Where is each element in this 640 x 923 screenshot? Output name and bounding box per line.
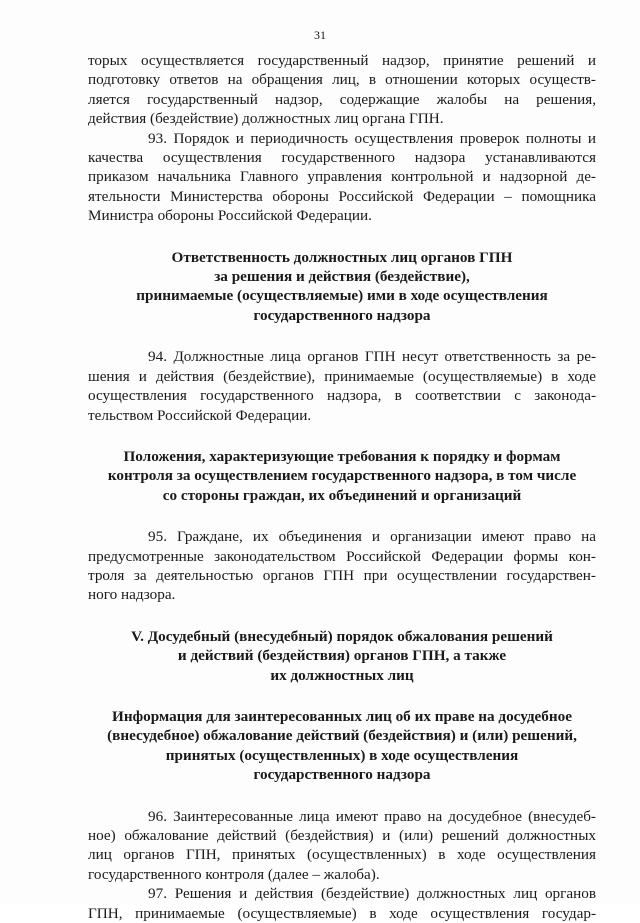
- text-line: торых осуществляется государственный надзор, принятие решений и: [88, 52, 596, 69]
- heading-line: Положения, характеризующие требования к порядку и формам: [123, 447, 561, 465]
- heading-line: государственного надзора: [253, 766, 431, 784]
- heading-provisions: [88, 447, 596, 505]
- paragraph-97: [88, 884, 596, 923]
- text-line: ятельности Министерства обороны Российской Федерации – помощника: [88, 187, 596, 205]
- heading-line: принимаемые (осуществляемые) ими в ходе осуществления: [136, 287, 548, 305]
- paragraph-94: [88, 347, 596, 425]
- text-line: лиц органов ГПН, принятых (осуществленных) в ходе осуществления: [88, 846, 596, 864]
- text-line: предусмотренные законодательством Российской Федерации формы кон-: [88, 547, 596, 565]
- heading-line: со стороны граждан, их объединений и организаций: [162, 486, 522, 504]
- text-line: ного надзора.: [88, 586, 176, 604]
- text-line: качества осуществления государственного надзора устанавливаются: [88, 149, 596, 167]
- heading-section-5: [88, 627, 596, 685]
- text-line: государственного контроля (далее – жалоба).: [88, 865, 380, 883]
- text-line: подготовку ответов на обращения лиц, в отношении которых осуществ-: [88, 71, 596, 89]
- text-line: действия (бездействие) должностных лиц органа ГПН.: [88, 110, 444, 128]
- paragraph-93: [88, 129, 596, 226]
- heading-line: V. Досудебный (внесудебный) порядок обжалования решений: [131, 627, 553, 645]
- text-line: 96. Заинтересованные лица имеют право на досудебное (внесудеб-: [148, 807, 596, 825]
- text-line: приказом начальника Главного управления контрольной и надзорной де-: [88, 168, 596, 186]
- paragraph-intro: [88, 51, 596, 129]
- heading-line: их должностных лиц: [270, 666, 414, 684]
- text-line: 93. Порядок и периодичность осуществления проверок полноты и: [148, 129, 596, 147]
- heading-line: Информация для заинтересованных лиц об их праве на досудебное: [112, 707, 572, 725]
- text-line: ГПН, принимаемые (осуществляемые) в ходе осуществления государ-: [88, 904, 596, 922]
- heading-line: (внесудебное) обжалование действий (бездействия) и (или) решений,: [107, 727, 577, 745]
- text-line: 94. Должностные лица органов ГПН несут ответственность за ре-: [148, 348, 596, 366]
- text-line: тельством Российской Федерации.: [88, 406, 312, 424]
- paragraph-96: [88, 807, 596, 885]
- document-body: [88, 51, 596, 923]
- text-line: 95. Граждане, их объединения и организации имеют право на: [148, 528, 596, 546]
- heading-information: [88, 707, 596, 785]
- heading-line: принятых (осуществленных) в ходе осуществления: [165, 746, 519, 764]
- text-line: осуществления государственного надзора, в соответствии с законода-: [88, 387, 596, 405]
- paragraph-95: [88, 527, 596, 605]
- text-line: шения и действия (бездействие), принимаемые (осуществляемые) в ходе: [88, 367, 596, 385]
- text-line: Министра обороны Российской Федерации.: [88, 207, 372, 225]
- page-number: 31: [314, 28, 326, 42]
- text-line: 97. Решения и действия (бездействие) должностных лиц органов: [148, 885, 596, 903]
- heading-line: за решения и действия (бездействие),: [214, 268, 470, 286]
- heading-line: контроля за осуществлением государственного надзора, в том числе: [107, 467, 577, 485]
- heading-line: и действий (бездействия) органов ГПН, а также: [177, 647, 507, 665]
- heading-responsibility: [88, 248, 596, 326]
- heading-line: Ответственность должностных лиц органов ГПН: [171, 248, 513, 266]
- text-line: троля за деятельностью органов ГПН при осуществлении государствен-: [88, 566, 596, 584]
- text-line: ляется государственный надзор, содержащие жалобы на решения,: [88, 90, 596, 108]
- heading-line: государственного надзора: [253, 306, 431, 324]
- text-line: ное) обжалование действий (бездействия) и (или) решений должностных: [88, 827, 596, 844]
